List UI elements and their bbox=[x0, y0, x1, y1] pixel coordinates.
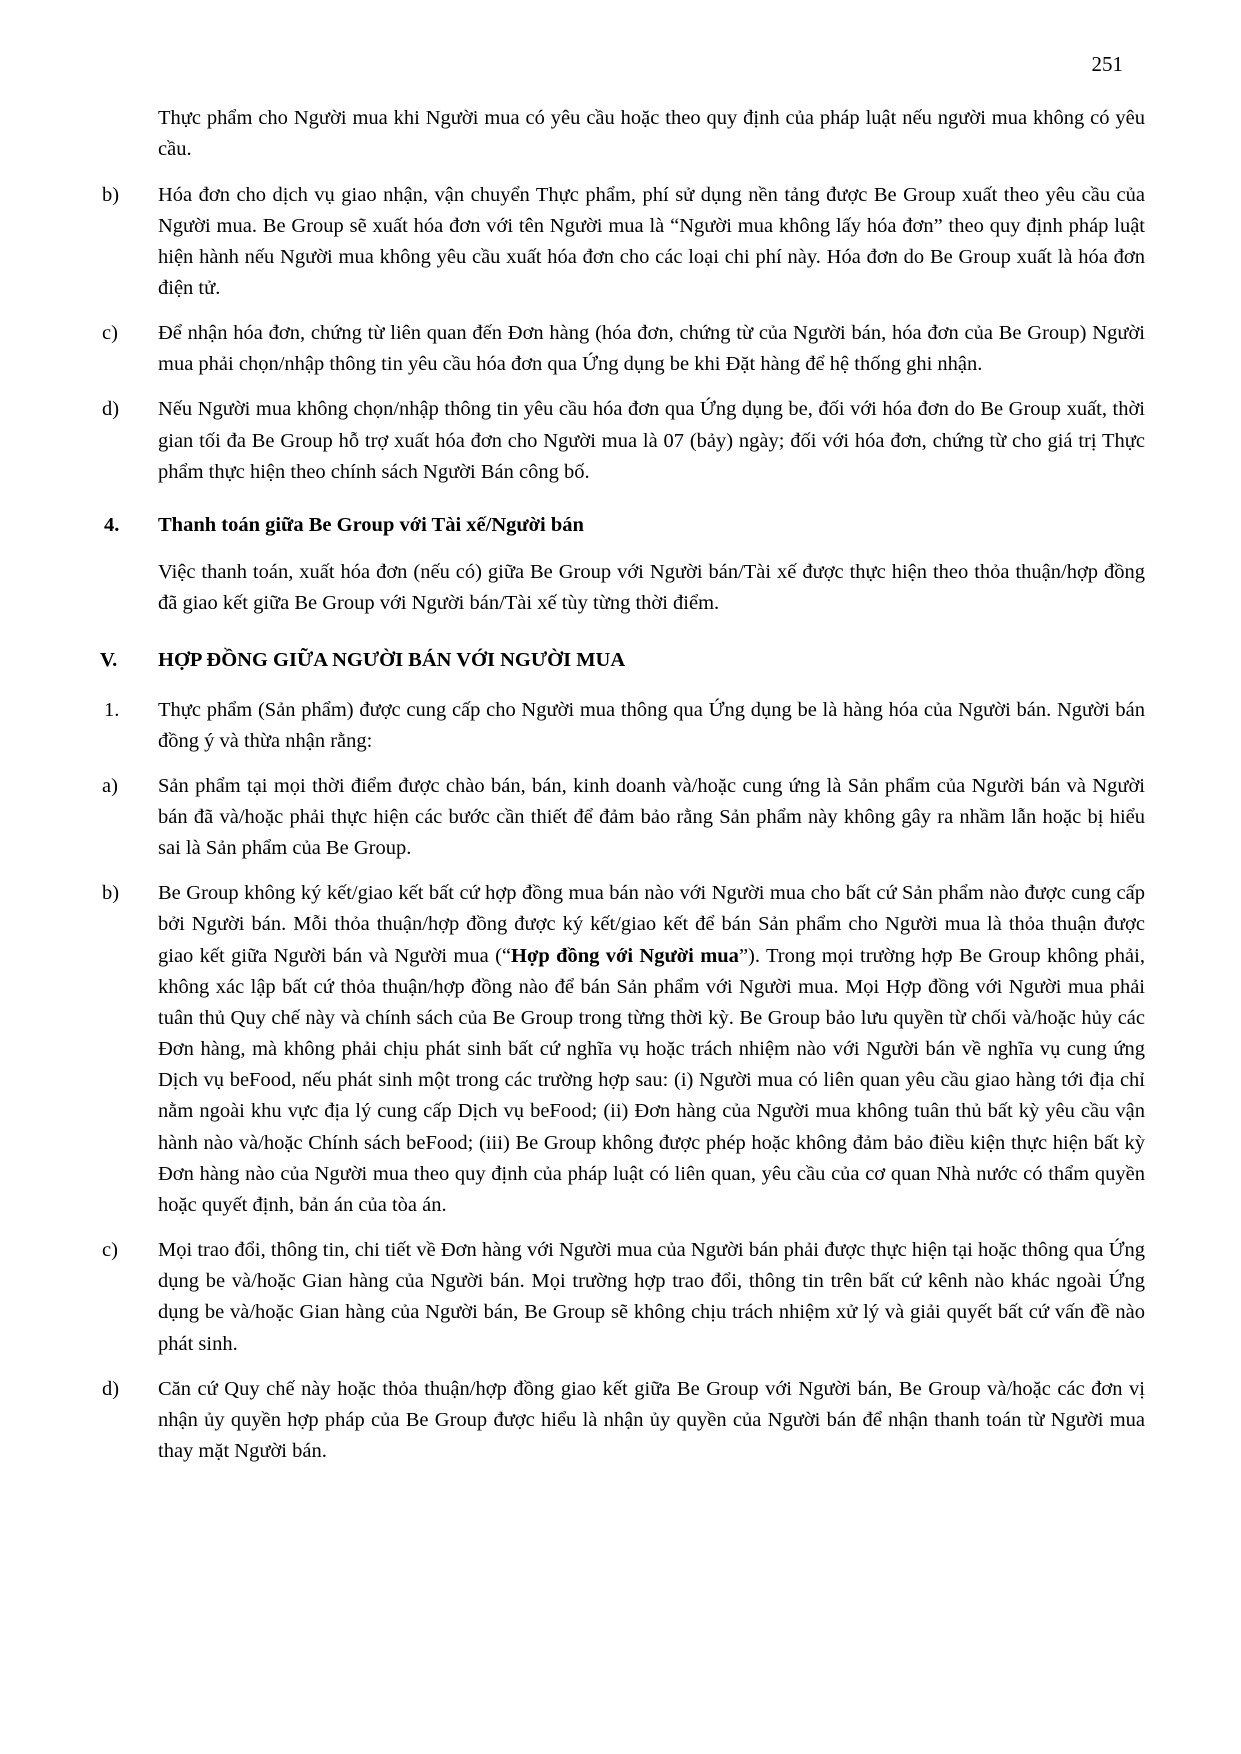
paragraph-text: Việc thanh toán, xuất hóa đơn (nếu có) giữa Be Group với Người bán/Tài xế được thực hiện theo thỏa thuận/hợp đồng đã giao kết giữa Be Group với Người bán/Tài xế tùy từng thời điểm. bbox=[158, 561, 1145, 615]
section-title: HỢP ĐỒNG GIỮA NGƯỜI BÁN VỚI NGƯỜI MUA bbox=[158, 649, 626, 672]
paragraph-text-part1: Be Group không ký kết/giao kết bất cứ hợp đồng mua bán nào với Người mua cho bất cứ Sản phẩm nào được cung cấp bởi Người bán. Mỗi thỏa thuận/hợp đồng được ký kết/giao kết để bán Sản phẩm cho Người mua là thỏa thuận được giao kết giữa Người bán và Người mua (“ bbox=[158, 882, 1145, 967]
paragraph-text: Nếu Người mua không chọn/nhập thông tin yêu cầu hóa đơn qua Ứng dụng be, đối với hóa đơn do Be Group xuất, thời gian tối đa Be Group hỗ trợ xuất hóa đơn cho Người mua là 07 (bảy) ngày; đối với hóa đơn, chứng từ cho giá trị Thực phẩm thực hiện theo chính sách Người Bán công bố. bbox=[158, 398, 1145, 483]
paragraph-text: Hóa đơn cho dịch vụ giao nhận, vận chuyển Thực phẩm, phí sử dụng nền tảng được Be Group xuất theo yêu cầu của Người mua. Be Group sẽ xuất hóa đơn với tên Người mua là “Người mua không lấy hóa đơn” theo quy định pháp luật hiện hành nếu Người mua không yêu cầu xuất hóa đơn cho các loại chi phí này. Hóa đơn do Be Group xuất là hóa đơn điện tử. bbox=[158, 183, 1145, 299]
section-v-item-1 bbox=[96, 695, 1145, 757]
section-marker: V. bbox=[100, 649, 118, 672]
paragraph-intro-continuation bbox=[96, 103, 1145, 165]
paragraph-text-part2: ”). Trong mọi trường hợp Be Group không phải, không xác lập bất cứ thỏa thuận/hợp đồng nào để bán Sản phẩm với Người mua. Mọi Hợp đồng với Người mua phải tuân thủ Quy chế này và chính sách của Be Group trong từng thời kỳ. Be Group bảo lưu quyền từ chối và/hoặc hủy các Đơn hàng, mà không phải chịu phát sinh bất cứ nghĩa vụ hoặc trách nhiệm nào với Người bán về nghĩa vụ cung ứng Dịch vụ beFood, nếu phát sinh một trong các trường hợp sau: (i) Người mua có liên quan yêu cầu giao hàng tới địa chỉ nằm ngoài khu vực địa lý cung cấp Dịch vụ beFood; (ii) Đơn hàng của Người mua không tuân thủ bất kỳ yêu cầu vận hành nào và/hoặc Chính sách beFood; (iii) Be Group không được phép hoặc không đảm bảo điều kiện thực hiện bất kỳ Đơn hàng nào của Người mua theo quy định của pháp luật có liên quan, yêu cầu của cơ quan Nhà nước có thẩm quyền hoặc quyết định, bản án của tòa án. bbox=[158, 944, 1145, 1216]
section-4-body bbox=[96, 557, 1145, 619]
section-v-item-a bbox=[96, 771, 1145, 864]
section-heading-v bbox=[96, 645, 1145, 676]
section-marker: 4. bbox=[104, 513, 120, 536]
list-marker: d) bbox=[102, 1377, 120, 1400]
paragraph-text: Sản phẩm tại mọi thời điểm được chào bán, bán, kinh doanh và/hoặc cung ứng là Sản phẩm của Người bán và Người bán đã và/hoặc phải thực hiện các bước cần thiết để đảm bảo rằng Sản phẩm này không gây ra nhầm lẫn hoặc bị hiểu sai là Sản phẩm của Be Group. bbox=[158, 774, 1145, 860]
list-item-d bbox=[96, 394, 1145, 487]
list-marker: b) bbox=[102, 882, 120, 905]
list-marker: d) bbox=[102, 398, 120, 421]
list-marker: a) bbox=[102, 774, 118, 797]
list-item-b bbox=[96, 180, 1145, 305]
section-v-item-c bbox=[96, 1235, 1145, 1360]
section-title: Thanh toán giữa Be Group với Tài xế/Người bán bbox=[158, 513, 584, 536]
list-marker: b) bbox=[102, 183, 120, 206]
page-number: 251 bbox=[1091, 52, 1123, 76]
paragraph-text: Căn cứ Quy chế này hoặc thỏa thuận/hợp đồng giao kết giữa Be Group với Người bán, Be Group và/hoặc các đơn vị nhận ủy quyền hợp pháp của Be Group được hiểu là nhận ủy quyền của Người bán để nhận thanh toán từ Người mua thay mặt Người bán. bbox=[158, 1377, 1145, 1462]
paragraph-text: Thực phẩm cho Người mua khi Người mua có yêu cầu hoặc theo quy định của pháp luật nếu người mua không có yêu cầu. bbox=[158, 107, 1145, 161]
section-v-item-b bbox=[96, 878, 1145, 1221]
paragraph-text: Để nhận hóa đơn, chứng từ liên quan đến Đơn hàng (hóa đơn, chứng từ của Người bán, hóa đơn của Be Group) Người mua phải chọn/nhập thông tin yêu cầu hóa đơn qua Ứng dụng be khi Đặt hàng để hệ thống ghi nhận. bbox=[158, 322, 1145, 376]
defined-term: Hợp đồng với Người mua bbox=[511, 944, 739, 967]
document-body bbox=[96, 103, 1145, 1467]
paragraph-text bbox=[158, 878, 1145, 1221]
list-item-c bbox=[96, 318, 1145, 380]
paragraph-text: Thực phẩm (Sản phẩm) được cung cấp cho Người mua thông qua Ứng dụng be là hàng hóa của Người bán. Người bán đồng ý và thừa nhận rằng: bbox=[158, 698, 1145, 752]
list-marker: c) bbox=[102, 322, 118, 345]
section-v-item-d bbox=[96, 1374, 1145, 1467]
list-marker: c) bbox=[102, 1239, 118, 1262]
list-marker: 1. bbox=[104, 698, 120, 721]
paragraph-text: Mọi trao đổi, thông tin, chi tiết về Đơn hàng với Người mua của Người bán phải được thực hiện tại hoặc thông qua Ứng dụng be và/hoặc Gian hàng của Người bán. Mọi trường hợp trao đổi, thông tin trên bất cứ kênh nào khác ngoài Ứng dụng be và/hoặc Gian hàng của Người bán, Be Group sẽ không chịu trách nhiệm xử lý và giải quyết bất cứ vấn đề nào phát sinh. bbox=[158, 1239, 1145, 1355]
section-heading-4 bbox=[96, 510, 1145, 541]
